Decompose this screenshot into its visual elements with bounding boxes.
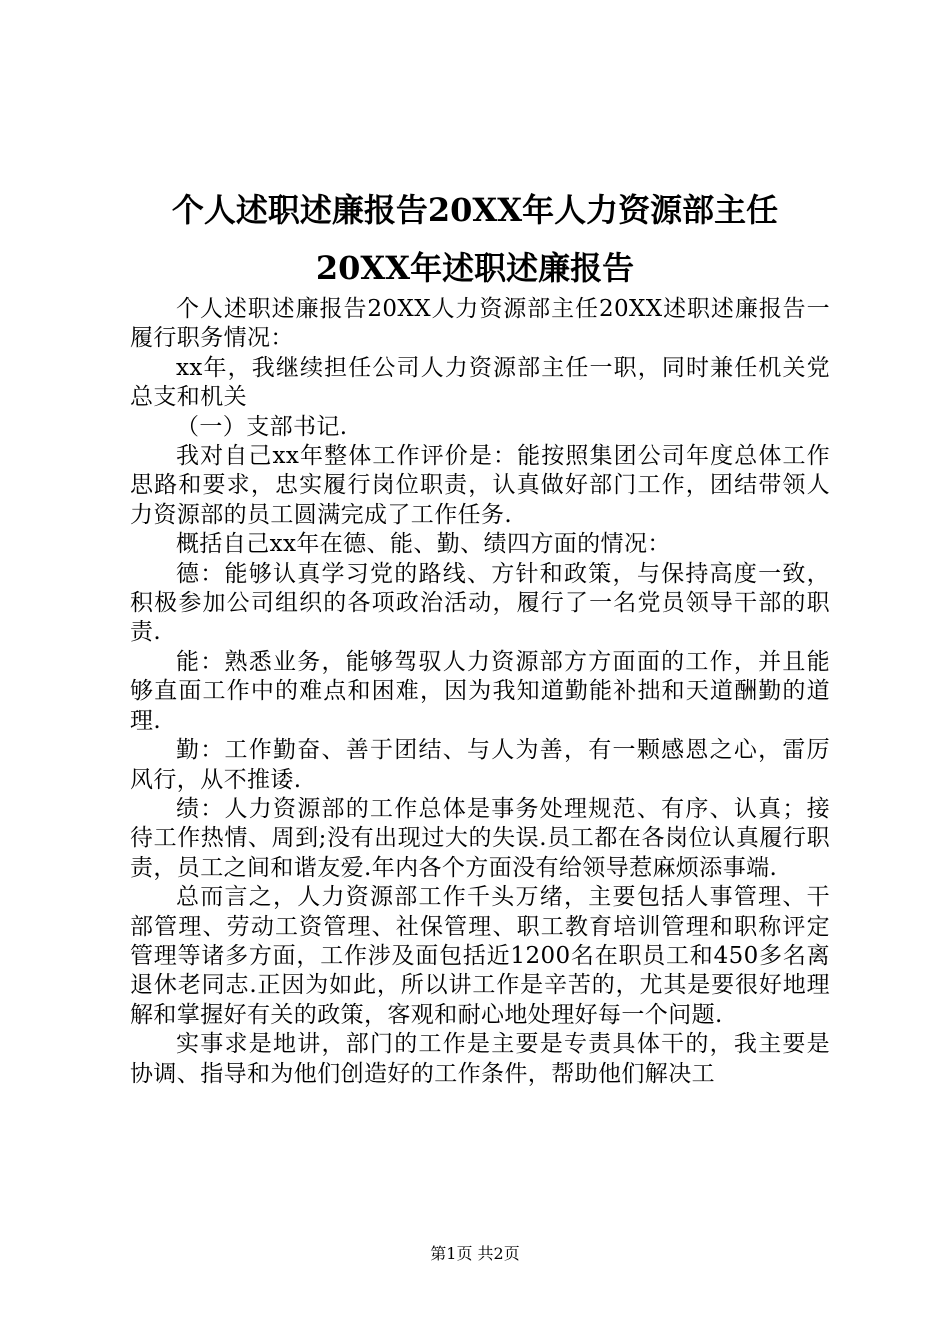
paragraph-branch-secretary: （一）支部书记. [176,413,348,440]
page-footer: 第1页 共2页 [430,1244,520,1263]
paragraph-self-evaluation: 我对自己xx年整体工作评价是：能按照集团公司年度总体工作思路和要求，忠实履行岗位职责，认真做好部门工作，团结带领人力资源部的员工圆满完成了工作任务. [130,443,830,528]
document-body [130,295,830,1089]
paragraph-overall: 总而言之，人力资源部工作千头万绪，主要包括人事管理、干部管理、劳动工资管理、社保管理、职工教育培训管理和职称评定管理等诸多方面，工作涉及面包括近1200名在职员工和450多名离退休老同志.正因为如此，所以讲工作是辛苦的，尤其是要很好地理解和掌握好有关的政策，客观和耐心地处理好每一个问题. [130,884,830,1028]
document-title-line2: 20XX年述职述廉报告 [315,249,635,287]
paragraph-intro: 个人述职述廉报告20XX人力资源部主任20XX述职述廉报告一履行职务情况： [130,296,830,352]
paragraph-virtue: 德：能够认真学习党的路线、方针和政策，与保持高度一致，积极参加公司组织的各项政治活动，履行了一名党员领导干部的职责. [130,560,830,646]
paragraph-diligence: 勤：工作勤奋、善于团结、与人为善，有一颗感恩之心，雷厉风行，从不推诿. [130,737,830,793]
paragraph-ability: 能：熟悉业务，能够驾驭人力资源部方方面面的工作，并且能够直面工作中的难点和困难，因为我知道勤能补拙和天道酬勤的道理. [130,648,830,734]
paragraph-summary-intro: 概括自己xx年在德、能、勤、绩四方面的情况： [176,531,671,558]
paragraph-position: xx年，我继续担任公司人力资源部主任一职，同时兼任机关党总支和机关 [130,354,830,411]
document-title-line1: 个人述职述廉报告20XX年人力资源部主任 [171,191,779,229]
paragraph-performance: 绩：人力资源部的工作总体是事务处理规范、有序、认真；接待工作热情、周到;没有出现过大的失误.员工都在各岗位认真履行职责，员工之间和谐友爱.年内各个方面没有给领导惹麻烦添事端. [130,795,830,881]
paragraph-practical: 实事求是地讲，部门的工作是主要是专责具体干的，我主要是协调、指导和为他们创造好的工作条件，帮助他们解决工 [130,1031,830,1087]
